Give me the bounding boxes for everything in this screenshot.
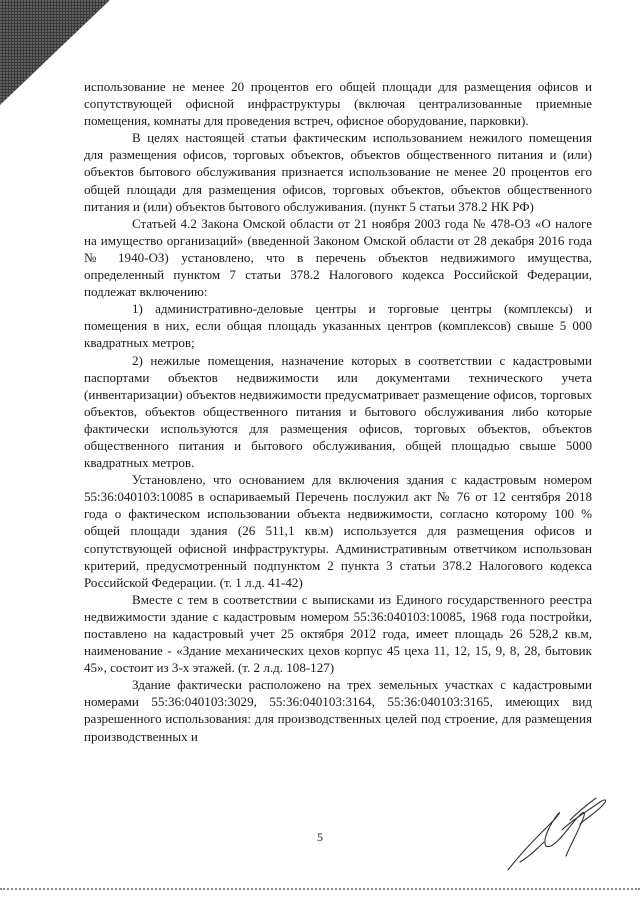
list-item-2: 2) нежилые помещения, назначение которых в соответствии с кадастровыми паспортами объектов недвижимости или документами технического учета (инвентаризации) объектов недвижимости предусматривает размещение офисов, торговых объектов, объектов общественного питания и бытового обслуживания либо которые фактически используются для размещения офисов, торговых объектов, объектов общественного питания и бытового обслуживания, общей площадью свыше 5000 квадратных метров. (84, 352, 592, 471)
paragraph-definition: В целях настоящей статьи фактическим использованием нежилого помещения для размещения офисов, торговых объектов, объектов общественного питания и (или) объектов бытового обслуживания признается использование не менее 20 процентов его общей площади для размещения офисов, торговых объектов, объектов общественного питания и (или) объектов бытового обслуживания. (пункт 5 статьи 378.2 НК РФ) (84, 130, 592, 214)
page-number: 5 (317, 830, 323, 844)
paragraph-regional-law: Статьей 4.2 Закона Омской области от 21 ноября 2003 года № 478-ОЗ «О налоге на имущество организаций» (введенной Законом Омской области от 28 декабря 2016 года № 1940-ОЗ) установлено, что в перечень объектов недвижимого имущества, определенный пунктом 7 статьи 378.2 Налогового кодекса Российской Федерации, подлежат включению: (84, 215, 592, 300)
paragraph-registry: Вместе с тем в соответствии с выписками из Единого государственного реестра недвижимости здание с кадастровым номером 55:36:040103:10085, 1968 года постройки, поставлено на кадастровый учет 25 октября 2012 года, имеет площадь 26 528,2 кв.м, наименование - «Здание механических цехов корпус 45 цеха 11, 12, 15, 9, 8, 28, бытовик 45», состоит из 3-х этажей. (т. 2 л.д. 108-127) (84, 591, 592, 676)
paragraph-inspection-act: Установлено, что основанием для включения здания с кадастровым номером 55:36:040103:10085 в оспариваемый Перечень послужил акт № 76 от 12 сентября 2018 года о фактическом использовании объекта недвижимости, согласно которому 100 % общей площади здания (26 511,1 кв.м) используется для размещения офисов и сопутствующей офисной инфраструктуры. Административным ответчиком использован критерий, предусмотренный подпунктом 2 пункта 3 статьи 378.2 Налогового кодекса Российской Федерации. (т. 1 л.д. 41-42) (84, 472, 592, 590)
document-body (84, 78, 592, 745)
page-bottom-edge (0, 888, 640, 890)
signature-icon (500, 790, 615, 875)
paragraph-continuation: использование не менее 20 процентов его общей площади для размещения офисов и сопутствующей офисной инфраструктуры (включая централизованные приемные помещения, комнаты для проведения встреч, офисное оборудование, парковки). (84, 79, 592, 129)
list-item-1: 1) административно-деловые центры и торговые центры (комплексы) и помещения в них, если общая площадь указанных центров (комплексов) свыше 5 000 квадратных метров; (84, 301, 592, 351)
paragraph-land-plots: Здание фактически расположено на трех земельных участках с кадастровыми номерами 55:36:040103:3029, 55:36:040103:3164, 55:36:040103:3165, имеющих вид разрешенного использования: для производственных целей под строение, для размещения производственных и (84, 677, 592, 744)
